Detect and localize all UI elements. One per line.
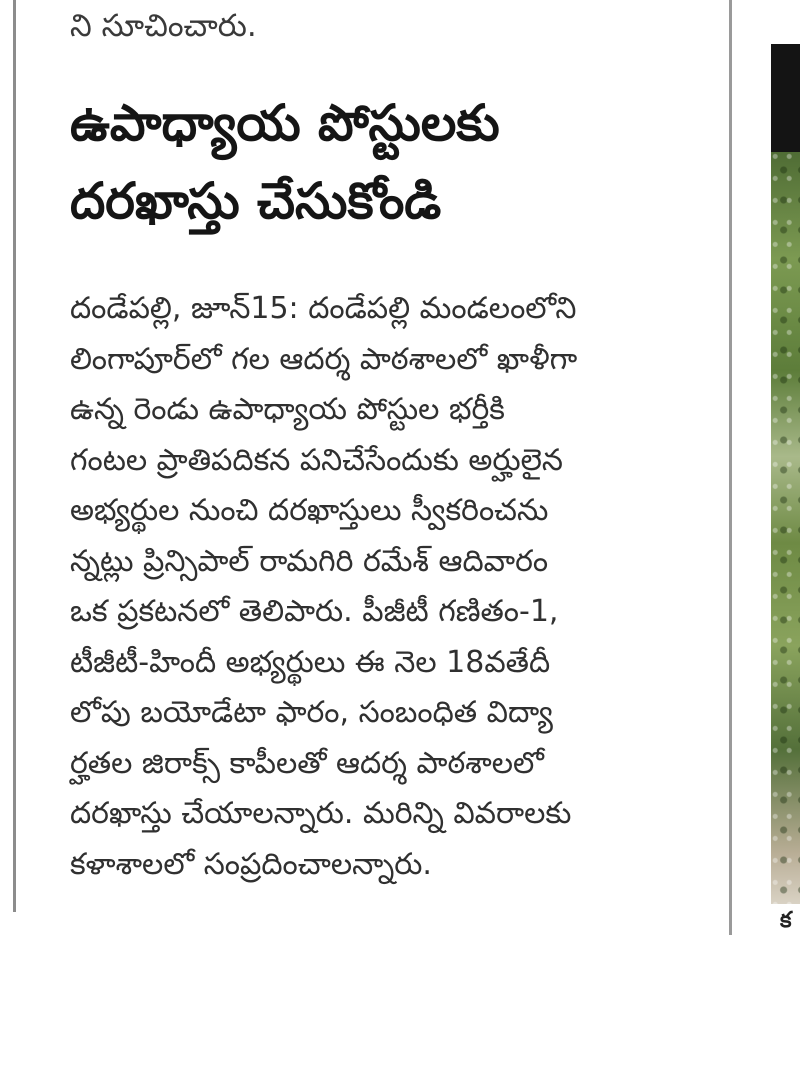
body-line: దరఖాస్తు చేయాలన్నారు. మరిన్ని వివరాలకు bbox=[70, 796, 572, 831]
body-line: ఉన్న రెండు ఉపాధ్యాయ పోస్టుల భర్తీకి bbox=[70, 392, 505, 427]
adjacent-photo-foliage bbox=[771, 152, 800, 904]
adjacent-photo-caption: క bbox=[780, 908, 792, 933]
headline-line-2: దరఖాస్తు చేసుకోండి bbox=[70, 172, 442, 230]
body-line: లోపు బయోడేటా ఫారం, సంబంధిత విద్యా bbox=[70, 695, 553, 730]
body-line: న్నట్లు ప్రిన్సిపాల్ రామగిరి రమేశ్ ఆదివారం bbox=[70, 543, 549, 579]
body-line: గంటల ప్రాతిపదికన పనిచేసేందుకు అర్హులైన bbox=[70, 442, 563, 478]
body-line: ఒక ప్రకటనలో తెలిపారు. పీజీటీ గణితం-1, bbox=[70, 594, 559, 629]
body-line: దండేపల్లి, జూన్15: దండేపల్లి మండలంలోని bbox=[70, 291, 577, 326]
body-line: అభ్యర్థుల నుంచి దరఖాస్తులు స్వీకరించను bbox=[70, 493, 549, 528]
body-line: లింగాపూర్‌లో గల ఆదర్శ పాఠశాలలో ఖాళీగా bbox=[70, 341, 578, 377]
article-headline bbox=[70, 84, 720, 240]
body-line: కళాశాలలో సంప్రదించాలన్నారు. bbox=[70, 846, 432, 882]
body-line: ర్హతల జిరాక్స్ కాపీలతో ఆదర్శ పాఠశాలలో bbox=[70, 745, 544, 781]
article-body bbox=[70, 284, 720, 890]
column-rule-right bbox=[729, 0, 732, 935]
column-rule-left bbox=[13, 0, 16, 912]
body-line: టీజీటీ-హిందీ అభ్యర్థులు ఈ నెల 18వతేదీ bbox=[70, 644, 551, 680]
adjacent-photo-header-band bbox=[771, 44, 800, 152]
previous-article-tail: ని సూచించారు. bbox=[70, 8, 257, 44]
headline-line-1: ఉపాధ్యాయ పోస్టులకు bbox=[70, 94, 500, 152]
